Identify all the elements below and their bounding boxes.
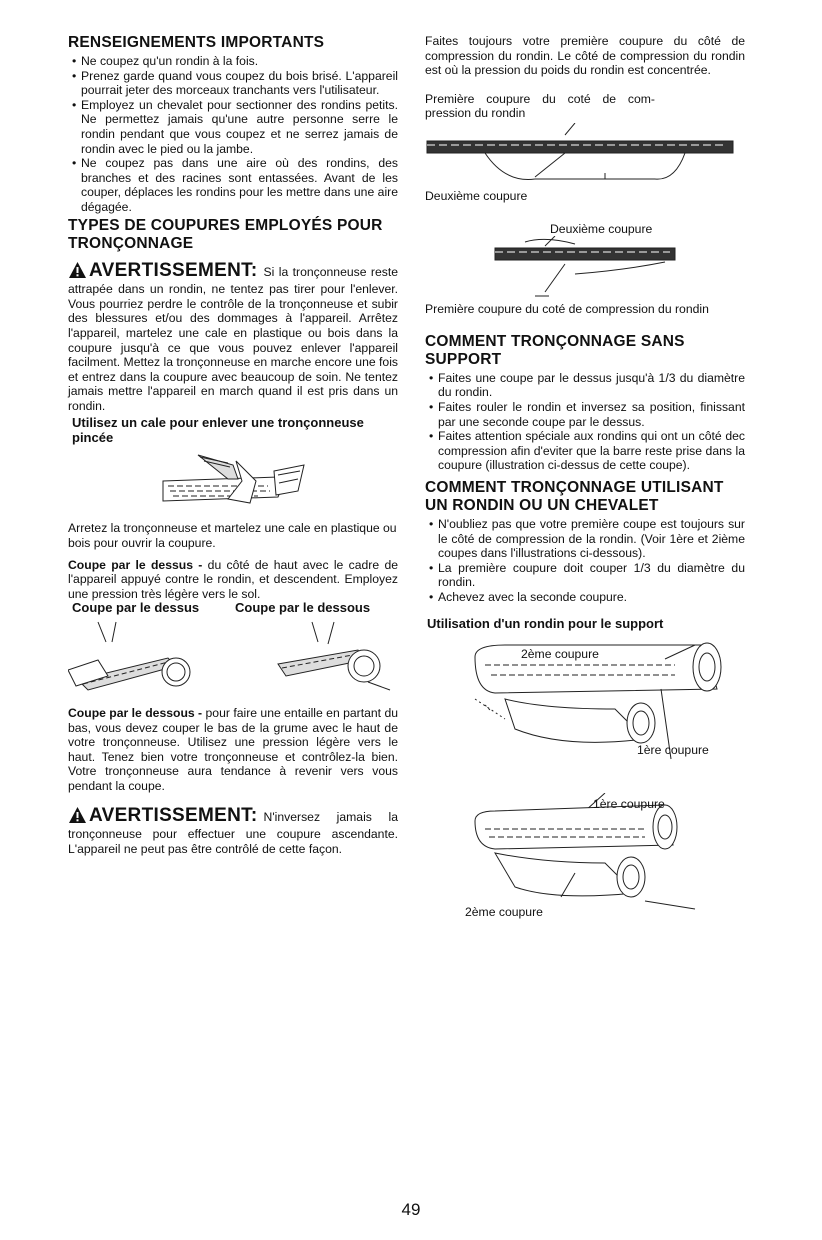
warning-text: Si la tronçonneuse reste attrapée dans un rondin, ne tentez pas tirer pour l'enlever. Vous pourriez perdre le contrôle de la tronçonneuse et subir des blessures et/ou des dommages à l'appareil. Arrêtez l'appareil, martelez une cale en plastique ou bois dans la coupure jusqu'à ce que vous pouvez enlever l'appareil facilment. Mettez la tronçonneuse en marche encore une fois et entrez dans la coupure avec beaucoup de soin. Ne tentez jamais mettre l'appareil en march quand il est pris dans un rondin.	[68, 264, 398, 413]
figure-label: 2ème coupure	[465, 905, 543, 920]
page-number: 49	[401, 1200, 421, 1219]
warning-label: AVERTISSEMENT:	[89, 804, 258, 826]
list-item: • Faites attention spéciale aux rondins qui ont un côté dec compression afin d'eviter que la barre reste prise dans la coupure (illustration ci-dessus de cette coupe).	[425, 429, 745, 473]
list-item: • Faites rouler le rondin et inversez sa position, finissant par une seconde coupe par le dessus.	[425, 400, 745, 429]
overcut-illustration	[68, 620, 208, 696]
warning-triangle-icon	[68, 806, 87, 828]
list-item: • Achevez avec la seconde coupure.	[425, 590, 745, 605]
subheading-wedge: Utilisez un cale pour enlever une tronçonneuse pincée	[72, 415, 364, 446]
warning-triangle-icon	[68, 261, 87, 283]
wedge-illustration	[158, 451, 308, 513]
with-support-list	[425, 517, 745, 605]
list-item: • Ne coupez pas dans une aire où des rondins, des branches et des racines sont entassées. Avant de les couper, déplaces les rondins pour les mettre dans une aire dégagée.	[68, 156, 398, 214]
important-list	[68, 54, 398, 215]
figure-label: 1ère coupure	[637, 743, 709, 758]
label-undercut: Coupe par le dessous	[235, 600, 371, 616]
figure-support-2	[425, 793, 745, 933]
cut-labels-row	[72, 601, 398, 616]
right-column	[425, 34, 745, 933]
list-item: • La première coupure doit couper 1/3 du diamètre du rondin.	[425, 561, 745, 590]
heading-cut-types: TYPES DE COUPURES EMPLOYÉS POUR TRONÇONNAGE	[68, 216, 383, 252]
figure-label: Deuxième coupure	[550, 221, 653, 236]
list-item: • Employez un chevalet pour sectionner des rondins petits. Ne permettez jamais qu'une autre personne serre le rondin pendant que vous coupez et ne serrez jamais de rondin avec le pied ou la jambe.	[68, 98, 398, 156]
compression-intro: Faites toujours votre première coupure du côté de compression du rondin. Le côté de compression du rondin est où la pression du poids du rondin est concentrée.	[425, 34, 745, 78]
warning-block-inverted	[68, 806, 398, 857]
overcut-text: du côté de haut avec le cadre de l'appareil appuyé contre le rondin, et descendent. Employez une pression très légère vers le sol.	[68, 557, 398, 601]
no-support-list	[425, 371, 745, 473]
overcut-paragraph	[68, 558, 398, 602]
warning-text: N'inversez jamais la tronçonneuse pour effectuer une coupure ascendante. L'appareil ne peut pas être contrôlé de cette façon.	[68, 809, 398, 856]
figure-compression-bottom	[425, 222, 745, 317]
warning-block-pinched	[68, 261, 398, 414]
heading-important: RENSEIGNEMENTS IMPORTANTS	[68, 34, 325, 51]
label-overcut: Coupe par le dessus	[72, 600, 200, 616]
undercut-title: Coupe par le dessous -	[68, 706, 203, 721]
subheading-support-log: Utilisation d'un rondin pour le support	[427, 616, 664, 632]
wedge-caption: Arretez la tronçonneuse et martelez une cale en plastique ou bois pour ouvrir la coupure.	[68, 521, 397, 551]
list-item: • Faites une coupe par le dessus jusqu'à 1/3 du diamètre du rondin.	[425, 371, 745, 400]
list-item: • Ne coupez qu'un rondin à la fois.	[68, 54, 398, 69]
figure-label: Deuxième coupure	[425, 188, 528, 203]
log-cut-illustration-2	[485, 236, 685, 298]
undercut-paragraph	[68, 706, 398, 794]
figure-compression-top	[425, 92, 745, 204]
heading-with-support: COMMENT TRONÇONNAGE UTILISANT UN RONDIN OU UN CHEVALET	[425, 478, 724, 514]
log-cut-illustration-1	[425, 123, 735, 187]
figure-label: Première coupure du coté de com-pression du rondin	[425, 91, 655, 121]
figure-label: Première coupure du coté de compression du rondin	[425, 302, 709, 317]
figure-label: 1ère coupure	[593, 797, 665, 812]
list-item: • N'oubliez pas que votre première coupe est toujours sur le côté de compression de la rondin. (Voir 1ère et 2ième coupes dans l'illustrations ci-dessous).	[425, 517, 745, 561]
overcut-title: Coupe par le dessus -	[68, 557, 203, 572]
figure-label: 2ème coupure	[521, 647, 599, 662]
left-column	[68, 34, 398, 856]
cut-illustrations	[68, 620, 398, 696]
heading-no-support: COMMENT TRONÇONNAGE SANS SUPPORT	[425, 332, 685, 368]
list-item: • Prenez garde quand vous coupez du bois brisé. L'appareil pourrait jeter des morceaux tranchants vers l'utilisateur.	[68, 69, 398, 98]
warning-label: AVERTISSEMENT:	[89, 259, 258, 281]
undercut-text: pour faire une entaille en partant du bas, vous devez couper le bas de la grume avec le haut de votre tronçonneuse. Utilisez une pression légère vers le haut. Tenez bien votre tronçonneuse et contrôlez-la bien. Votre tronçonneuse aura tendance à revenir vers vous pendant la coupe.	[68, 706, 399, 793]
figure-support-1	[425, 639, 745, 779]
undercut-illustration	[268, 620, 398, 696]
